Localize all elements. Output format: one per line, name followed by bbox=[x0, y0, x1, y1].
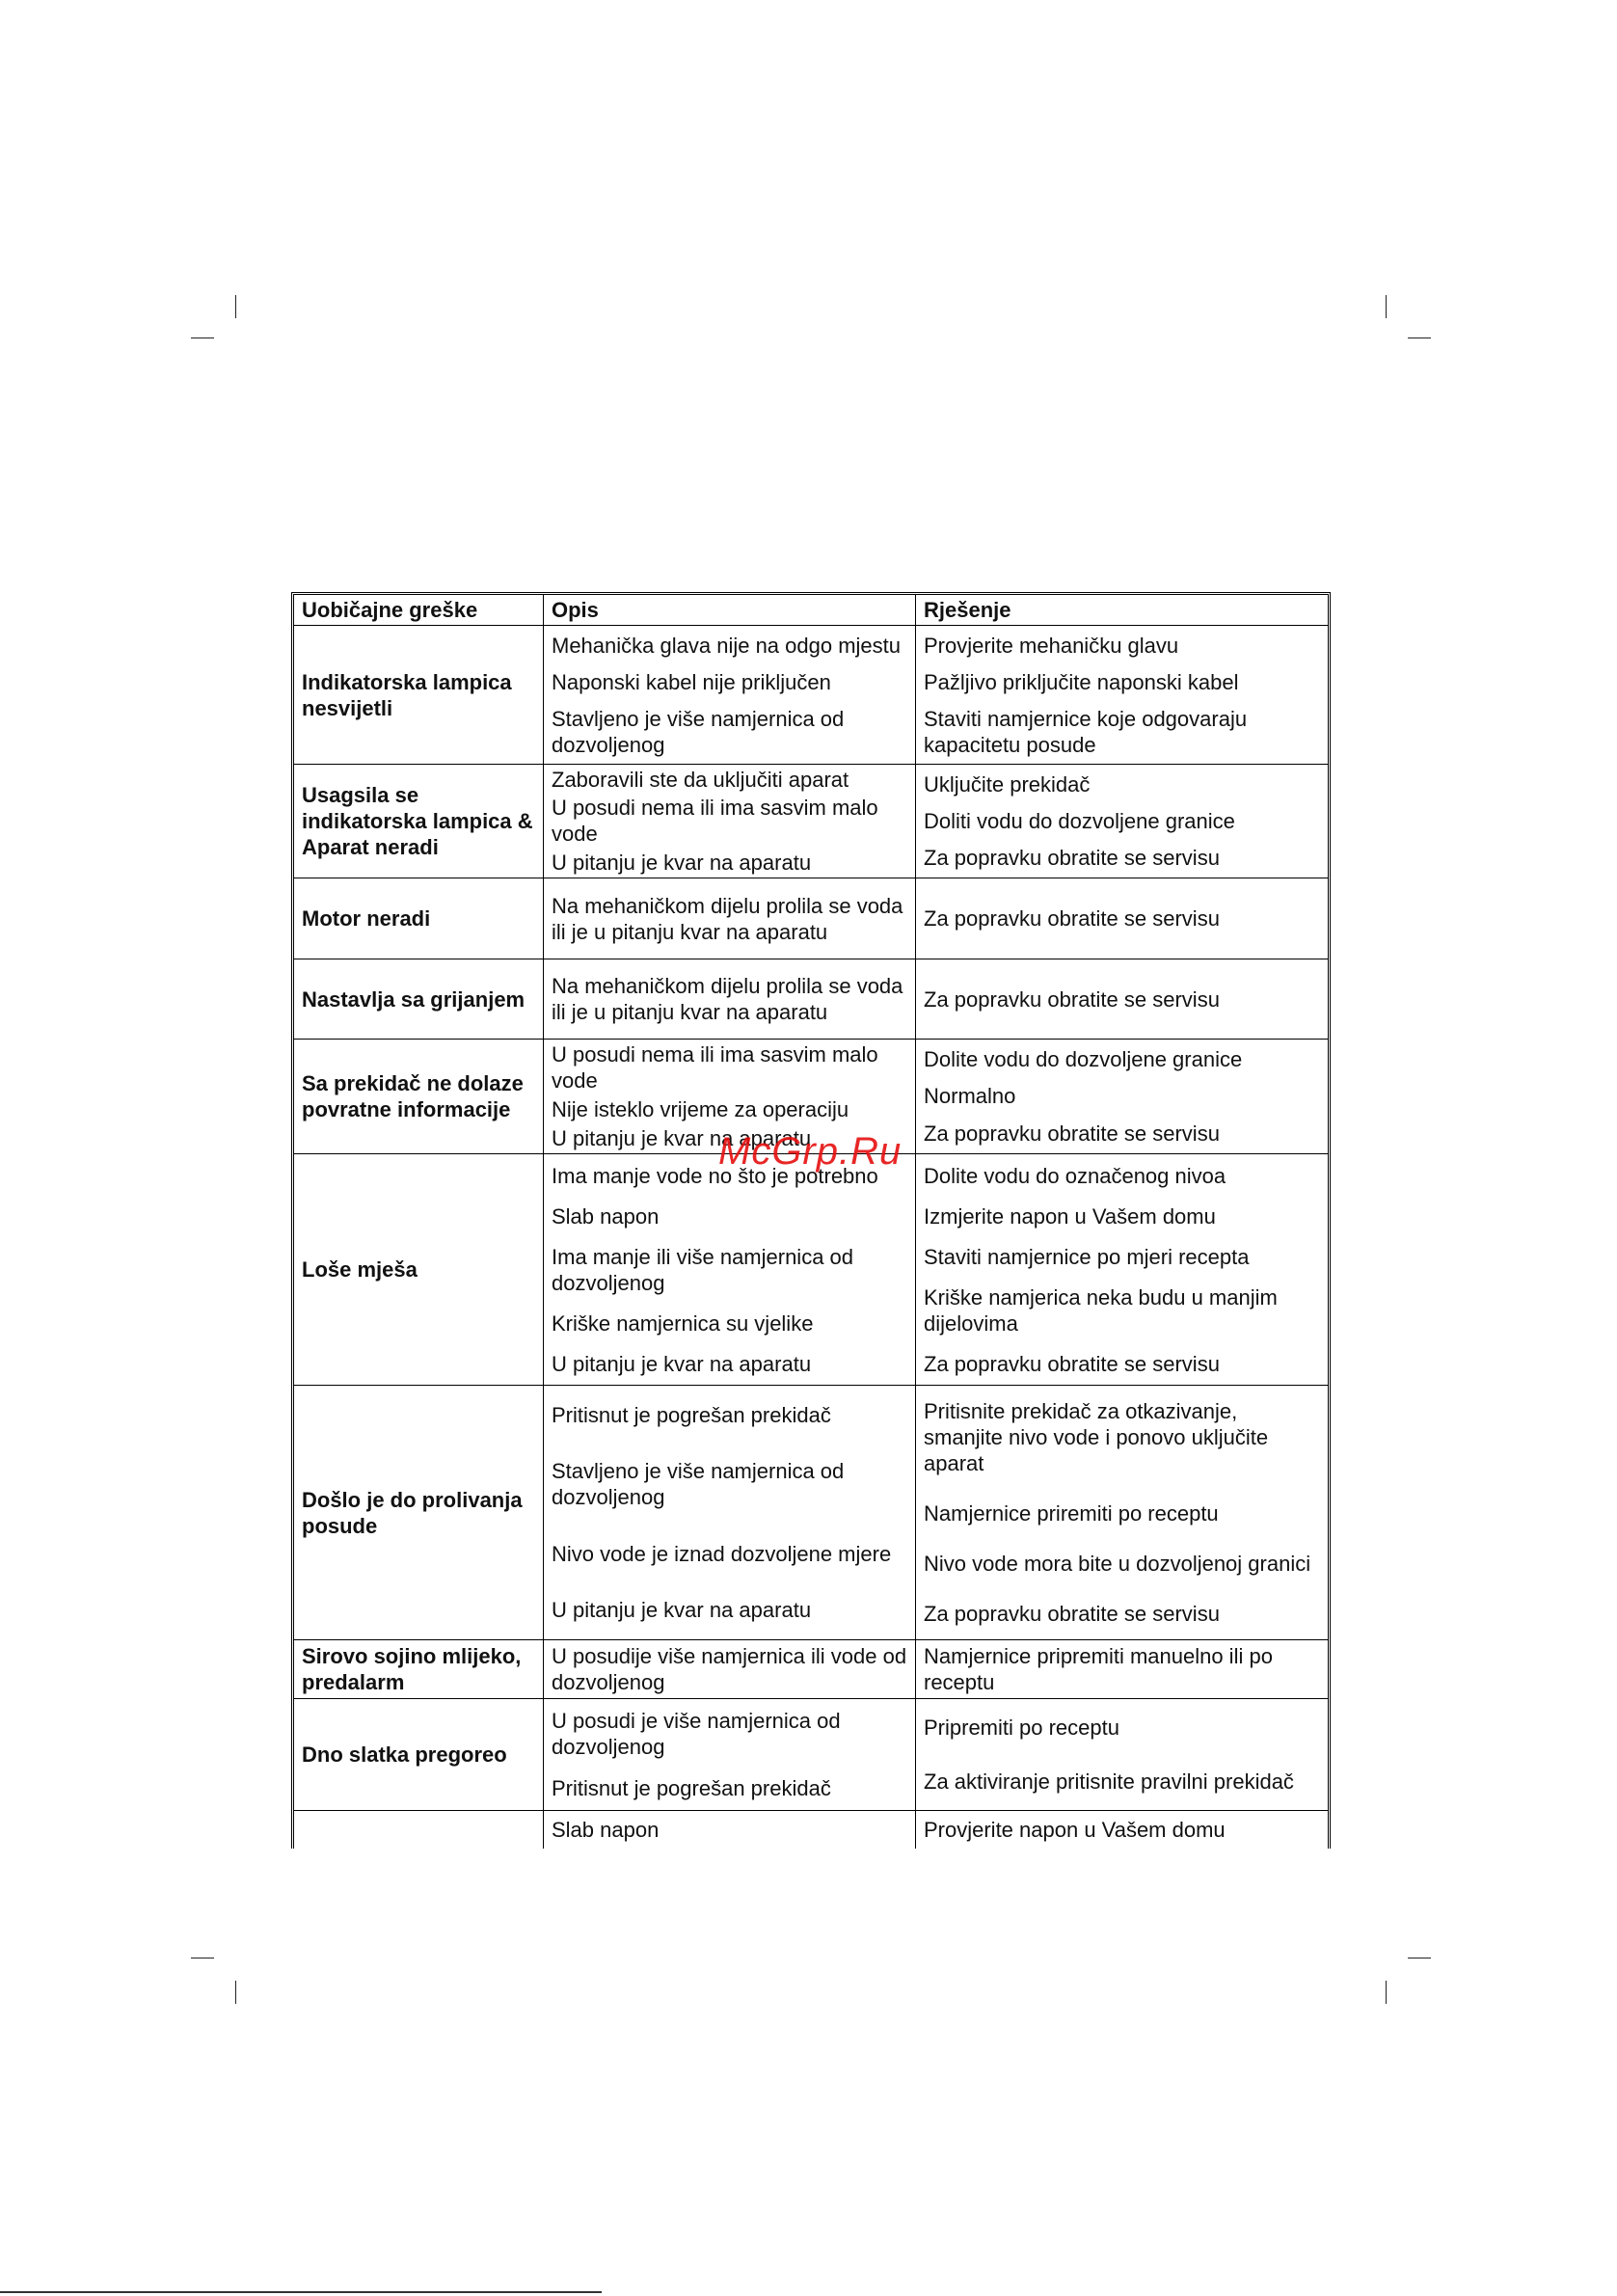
crop-mark bbox=[1386, 1981, 1387, 2004]
table-cell-line: Provjerite mehaničku glavu bbox=[924, 633, 1179, 658]
table-cell-line: Za popravku obratite se servisu bbox=[924, 1601, 1220, 1626]
table-cell-line: Za popravku obratite se servisu bbox=[924, 846, 1220, 871]
table-cell-line: Staviti namjernice koje odgovaraju kapacitetu posude bbox=[924, 706, 1248, 757]
table-row-solution bbox=[916, 1699, 1328, 1811]
table-cell-line: Pritisnut je pogrešan prekidač bbox=[552, 1776, 831, 1800]
table-row-solution bbox=[916, 626, 1328, 765]
table-cell-line: Izmjerite napon u Vašem domu bbox=[924, 1203, 1216, 1229]
table-row-solution bbox=[916, 765, 1328, 878]
table-row-solution bbox=[916, 1154, 1328, 1386]
table-cell-line: Staviti namjernice po mjeri recepta bbox=[924, 1244, 1250, 1269]
table-row-description bbox=[544, 626, 916, 765]
column-header-description: Opis bbox=[544, 595, 916, 626]
table-cell-line: U pitanju je kvar na aparatu bbox=[552, 1598, 812, 1623]
watermark: McGrp.Ru bbox=[718, 1130, 903, 1173]
table-cell-line: Slab napon bbox=[552, 1203, 660, 1229]
table-row-solution bbox=[916, 1640, 1328, 1699]
column-header-errors: Uobičajne greške bbox=[294, 595, 544, 626]
table-row-description bbox=[544, 765, 916, 878]
table-cell-line: Pripremiti po receptu bbox=[924, 1715, 1119, 1740]
table-row-solution bbox=[916, 1386, 1328, 1640]
table-row-description bbox=[544, 1386, 916, 1640]
table-cell-line: Slab napon bbox=[552, 1818, 660, 1842]
table-row-error: Usagsila se indikatorska lampica & Aparat neradi bbox=[294, 765, 544, 878]
table-row-error: Dno slatka pregoreo bbox=[294, 1699, 544, 1811]
table-row-error: Loše mješa bbox=[294, 1154, 544, 1386]
table-cell-line: Provjerite napon u Vašem domu bbox=[924, 1818, 1226, 1842]
table-cell-line: Za aktiviranje pritisnite pravilni prekidač bbox=[924, 1769, 1294, 1795]
table-cell-line: U pitanju je kvar na aparatu bbox=[552, 1125, 812, 1150]
table-cell-line: Pažljivo priključite naponski kabel bbox=[924, 669, 1239, 694]
table-row-error: Sirovo sojino mlijeko, predalarm bbox=[294, 1640, 544, 1699]
table-cell-line: Pritisnut je pogrešan prekidač bbox=[552, 1402, 831, 1427]
footer-rule bbox=[0, 2291, 602, 2293]
table-cell-line: Ima manje ili više namjernica od dozvoljenog bbox=[552, 1244, 854, 1295]
table-cell-line: U posudi nema ili ima sasvim malo vode bbox=[552, 1042, 878, 1094]
table-grid bbox=[294, 595, 1328, 1849]
table-cell-line: Na mehaničkom dijelu prolila se voda ili je u pitanju kvar na aparatu bbox=[552, 974, 903, 1024]
table-cell-line: Uključite prekidač bbox=[924, 771, 1091, 797]
crop-mark bbox=[235, 1981, 236, 2004]
table-cell-line: Stavljeno je više namjernica od dozvoljenog bbox=[552, 706, 845, 757]
table-row-solution bbox=[916, 878, 1328, 959]
table-row-error bbox=[294, 1811, 544, 1849]
table-cell-line: U posudije više namjernica ili vode od dozvoljenog bbox=[552, 1644, 907, 1694]
table-cell-line: Zaboravili ste da uključiti aparat bbox=[552, 768, 849, 793]
table-cell-line: Za popravku obratite se servisu bbox=[924, 1121, 1220, 1147]
table-cell-line: Nije isteklo vrijeme za operaciju bbox=[552, 1096, 849, 1121]
table-cell-line: Nivo vode mora bite u dozvoljenoj granici bbox=[924, 1551, 1311, 1576]
table-cell-line: Nivo vode je iznad dozvoljene mjere bbox=[552, 1541, 892, 1566]
table-row-description bbox=[544, 1154, 916, 1386]
table-cell-line: Naponski kabel nije priključen bbox=[552, 669, 831, 694]
table-cell-line: Stavljeno je više namjernica od dozvoljenog bbox=[552, 1459, 845, 1510]
table-cell-line: Za popravku obratite se servisu bbox=[924, 906, 1220, 931]
troubleshooting-table bbox=[291, 592, 1331, 1849]
table-row-solution bbox=[916, 1811, 1328, 1849]
table-cell-line: Kriške namjernica su vjelike bbox=[552, 1310, 814, 1336]
table-cell-line: U pitanju je kvar na aparatu bbox=[552, 850, 812, 875]
table-row-error: Nastavlja sa grijanjem bbox=[294, 959, 544, 1040]
column-header-solution: Rješenje bbox=[916, 595, 1328, 626]
table-row-error: Indikatorska lampica nesvijetli bbox=[294, 626, 544, 765]
table-row-error: Motor neradi bbox=[294, 878, 544, 959]
crop-mark bbox=[1386, 295, 1387, 318]
table-row-description bbox=[544, 959, 916, 1040]
table-cell-line: Za popravku obratite se servisu bbox=[924, 1351, 1220, 1376]
table-cell-line: Mehanička glava nije na odgo mjestu bbox=[552, 633, 902, 658]
table-cell-line: Dolite vodu do označenog nivoa bbox=[924, 1163, 1226, 1188]
table-row-description bbox=[544, 878, 916, 959]
table-cell-line: Na mehaničkom dijelu prolila se voda ili je u pitanju kvar na aparatu bbox=[552, 893, 903, 944]
crop-mark bbox=[235, 295, 236, 318]
table-cell-line: Namjernice pripremiti manuelno ili po receptu bbox=[924, 1644, 1273, 1694]
table-row-solution bbox=[916, 1040, 1328, 1154]
table-cell-line: Doliti vodu do dozvoljene granice bbox=[924, 808, 1235, 833]
table-cell-line: Dolite vodu do dozvoljene granice bbox=[924, 1046, 1243, 1071]
table-row-description bbox=[544, 1640, 916, 1699]
table-row-error: Sa prekidač ne dolaze povratne informacije bbox=[294, 1040, 544, 1154]
table-cell-line: Za popravku obratite se servisu bbox=[924, 986, 1220, 1012]
table-row-error: Došlo je do prolivanja posude bbox=[294, 1386, 544, 1640]
table-cell-line: U posudi nema ili ima sasvim malo vode bbox=[552, 796, 878, 847]
table-cell-line: Namjernice priremiti po receptu bbox=[924, 1501, 1219, 1526]
table-cell-line: Pritisnite prekidač za otkazivanje, smanjite nivo vode i ponovo uključite aparat bbox=[924, 1399, 1269, 1476]
table-cell-line: U posudi je više namjernica od dozvoljenog bbox=[552, 1709, 841, 1759]
table-cell-line: U pitanju je kvar na aparatu bbox=[552, 1351, 812, 1376]
table-row-solution bbox=[916, 959, 1328, 1040]
table-cell-line: Normalno bbox=[924, 1084, 1016, 1109]
table-row-description bbox=[544, 1699, 916, 1811]
table-row-description bbox=[544, 1811, 916, 1849]
table-cell-line: Ima manje vode no što je potrebno bbox=[552, 1163, 878, 1188]
table-cell-line: Kriške namjerica neka budu u manjim dijelovima bbox=[924, 1284, 1278, 1336]
